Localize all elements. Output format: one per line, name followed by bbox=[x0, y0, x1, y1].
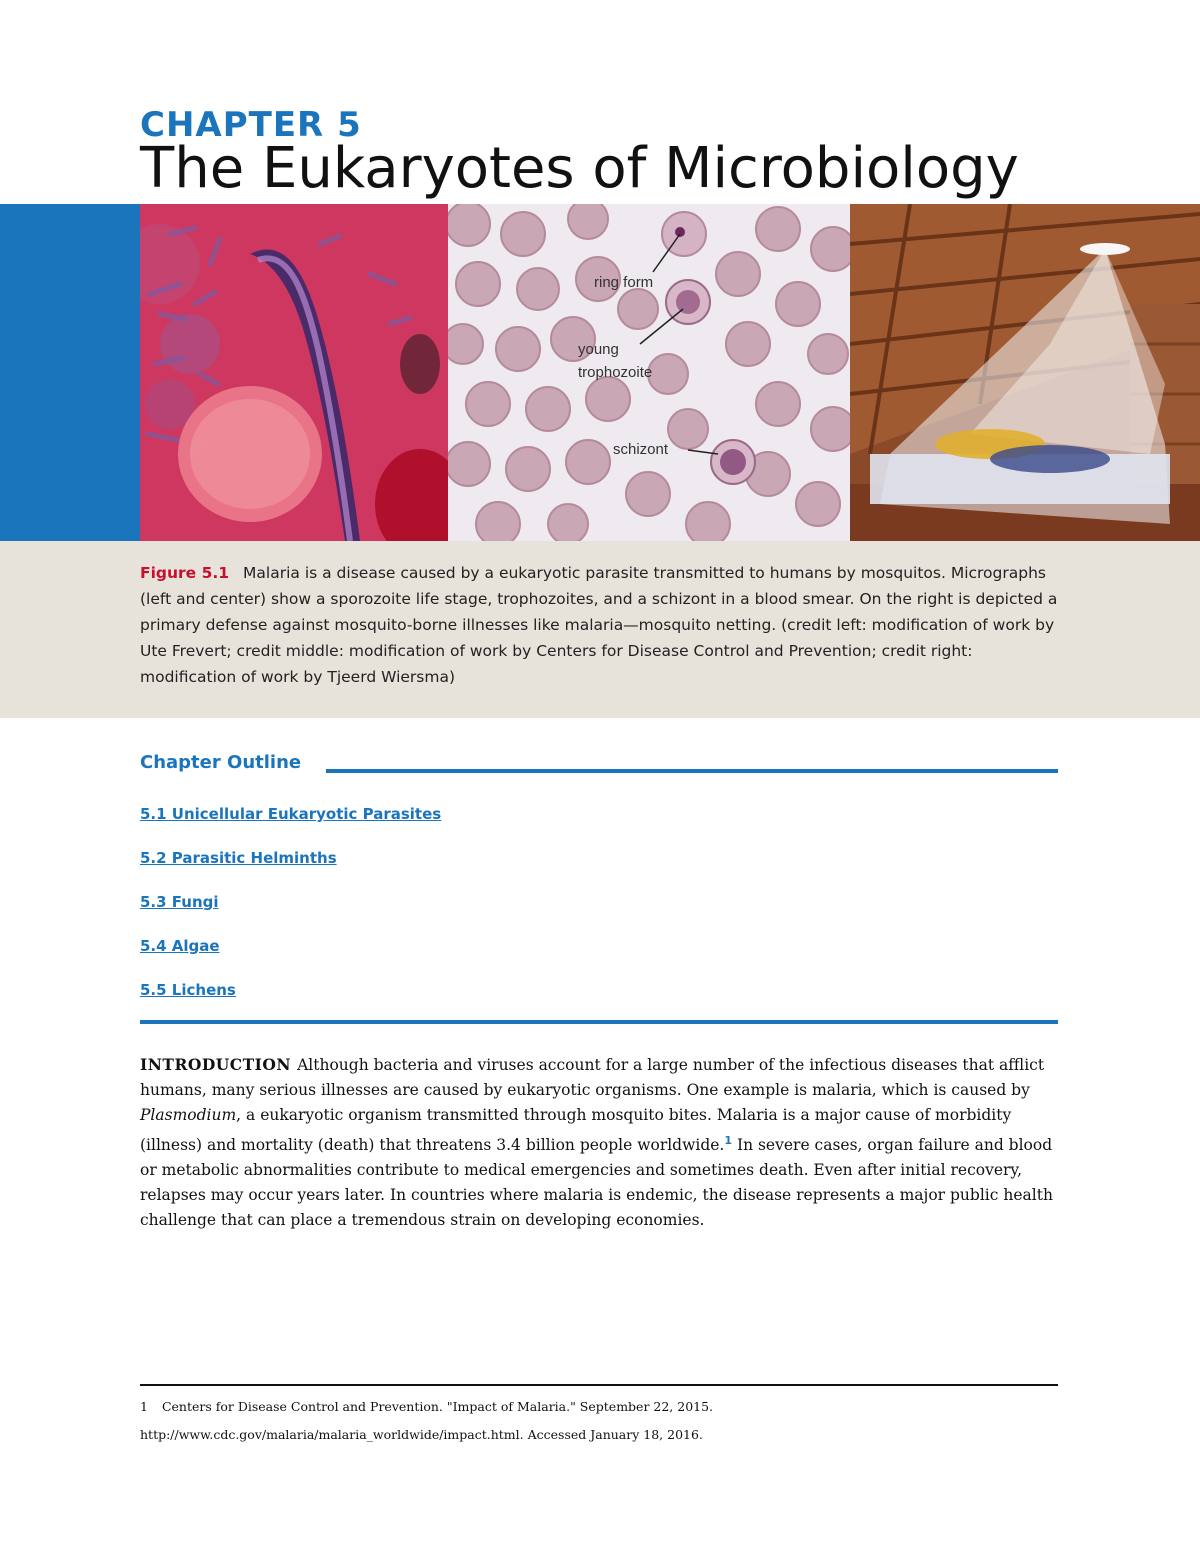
outline-link-5-1[interactable]: 5.1 Unicellular Eukaryotic Parasites bbox=[140, 805, 442, 823]
outline-link-5-2[interactable]: 5.2 Parasitic Helminths bbox=[140, 849, 337, 867]
outline-item bbox=[140, 936, 441, 980]
intro-text-1: Although bacteria and viruses account for a large number of the infectious diseases that afflict humans, many serious illnesses are caused by eukaryotic organisms. One example is malaria, which is caused by bbox=[140, 1056, 1045, 1099]
figure-caption-text: Malaria is a disease caused by a eukaryotic parasite transmitted to humans by mosquitos. Micrographs (left and center) show a sporozoite life stage, trophozoites, and a schizont in a blood smear. On the right is depicted a primary defense against mosquito-borne illnesses like malaria—mosquito netting. (credit left: modification of work by Ute Frevert; credit middle: modification of work by Centers for Disease Control and Prevention; credit right: modification of work by Tjeerd Wiersma) bbox=[140, 564, 1058, 686]
outline-link-5-3[interactable]: 5.3 Fungi bbox=[140, 893, 219, 911]
outline-link-5-5[interactable]: 5.5 Lichens bbox=[140, 981, 236, 999]
young-trophozoite-label-1: young bbox=[578, 341, 619, 358]
plasmodium-italic: Plasmodium bbox=[140, 1106, 237, 1124]
footnote-ref-link[interactable]: 1 bbox=[724, 1134, 733, 1147]
footnote-divider bbox=[140, 1384, 1058, 1386]
mosquito-net-photo bbox=[850, 204, 1200, 541]
chapter-outline-list bbox=[140, 804, 441, 1024]
chapter-outline-title: Chapter Outline bbox=[140, 752, 302, 773]
outline-divider-top bbox=[326, 769, 1058, 773]
intro-text-3: In severe cases, organ failure and blood or metabolic abnormalities contribute to medical emergencies and sometimes death. Even after initial recovery, relapses may occur years later. In countries where malaria is endemic, the disease represents a major public health challenge that can place a tremendous strain on developing economies. bbox=[140, 1136, 1053, 1230]
schizont-label: schizont bbox=[613, 441, 669, 458]
outline-item bbox=[140, 848, 441, 892]
outline-item bbox=[140, 804, 441, 848]
figure-caption bbox=[140, 560, 1060, 690]
chapter-title: The Eukaryotes of Microbiology bbox=[140, 136, 1019, 201]
hero-blue-bar bbox=[0, 204, 140, 541]
blood-smear-micrograph bbox=[448, 204, 850, 541]
outline-item bbox=[140, 892, 441, 936]
introduction-heading: INTRODUCTION bbox=[140, 1055, 292, 1074]
footnote-number: 1 bbox=[140, 1399, 148, 1414]
footnote bbox=[140, 1393, 1070, 1449]
outline-item bbox=[140, 980, 441, 1024]
outline-divider-bottom bbox=[140, 1020, 1058, 1024]
footnote-text: Centers for Disease Control and Prevention. "Impact of Malaria." September 22, 2015. http://www.cdc.gov/malaria/malaria_worldwide/impact.html. Accessed January 18, 2016. bbox=[140, 1399, 714, 1442]
ring-form-label: ring form bbox=[594, 274, 654, 291]
chapter-label: CHAPTER 5 bbox=[140, 105, 362, 145]
introduction-paragraph bbox=[140, 1052, 1070, 1233]
outline-link-5-4[interactable]: 5.4 Algae bbox=[140, 937, 220, 955]
sporozoite-micrograph bbox=[140, 204, 448, 541]
young-trophozoite-label-2: trophozoite bbox=[578, 364, 653, 381]
figure-label: Figure 5.1 bbox=[140, 564, 230, 582]
intro-text-2: , a eukaryotic organism transmitted through mosquito bites. Malaria is a major cause of morbidity (illness) and mortality (death) that threatens 3.4 billion people worldwide. bbox=[140, 1106, 1012, 1155]
